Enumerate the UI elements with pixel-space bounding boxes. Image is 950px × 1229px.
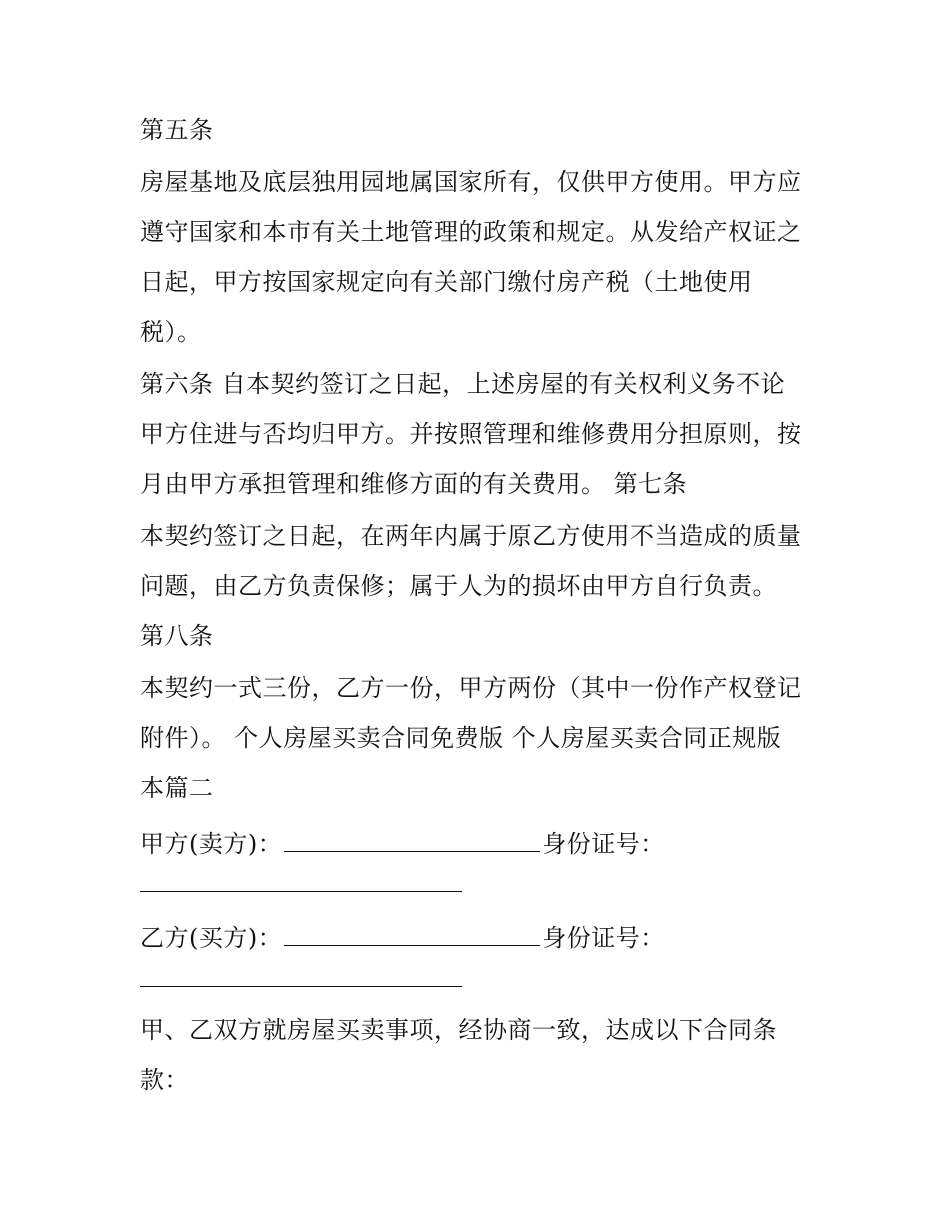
party-b-name-blank[interactable] xyxy=(284,921,540,946)
paragraph-line: 房屋基地及底层独用园地属国家所有，仅供甲方使用。甲方应 xyxy=(140,168,802,196)
party-a-label: 甲方(卖方)： xyxy=(140,830,283,858)
paragraph-line: 日起，甲方按国家规定向有关部门缴付房产税（土地使用 xyxy=(140,268,753,296)
party-a-id-label: 身份证号： xyxy=(542,830,665,858)
paragraph-line: 甲方住进与否均归甲方。并按照管理和维修费用分担原则，按 xyxy=(140,420,802,448)
closing-line: 甲、乙双方就房屋买卖事项，经协商一致，达成以下合同条 xyxy=(140,1016,777,1044)
closing-line: 款： xyxy=(140,1066,189,1094)
article-8-heading: 第八条 xyxy=(140,622,214,650)
party-a-name-blank[interactable] xyxy=(284,827,540,852)
party-a-id-blank[interactable] xyxy=(140,891,462,892)
section-heading: 本篇二 xyxy=(140,774,214,802)
party-b-id-blank[interactable] xyxy=(140,986,462,987)
article-6-line: 第六条 自本契约签订之日起，上述房屋的有关权利义务不论 xyxy=(140,370,786,398)
paragraph-line: 税）。 xyxy=(140,318,202,346)
party-b-row xyxy=(140,921,665,953)
party-b-label: 乙方(买方)： xyxy=(140,924,283,952)
paragraph-line: 月由甲方承担管理和维修方面的有关费用。 第七条 xyxy=(140,470,688,498)
article-5-heading: 第五条 xyxy=(140,116,214,144)
paragraph-line: 本契约一式三份，乙方一份，甲方两份（其中一份作产权登记 xyxy=(140,674,802,702)
paragraph-line: 附件）。 个人房屋买卖合同免费版 个人房屋买卖合同正规版 xyxy=(140,724,782,752)
paragraph-line: 遵守国家和本市有关土地管理的政策和规定。从发给产权证之 xyxy=(140,218,802,246)
paragraph-line: 问题，由乙方负责保修；属于人为的损坏由甲方自行负责。 xyxy=(140,572,777,600)
paragraph-line: 本契约签订之日起，在两年内属于原乙方使用不当造成的质量 xyxy=(140,522,802,550)
party-b-id-label: 身份证号： xyxy=(542,924,665,952)
party-a-row xyxy=(140,827,665,859)
